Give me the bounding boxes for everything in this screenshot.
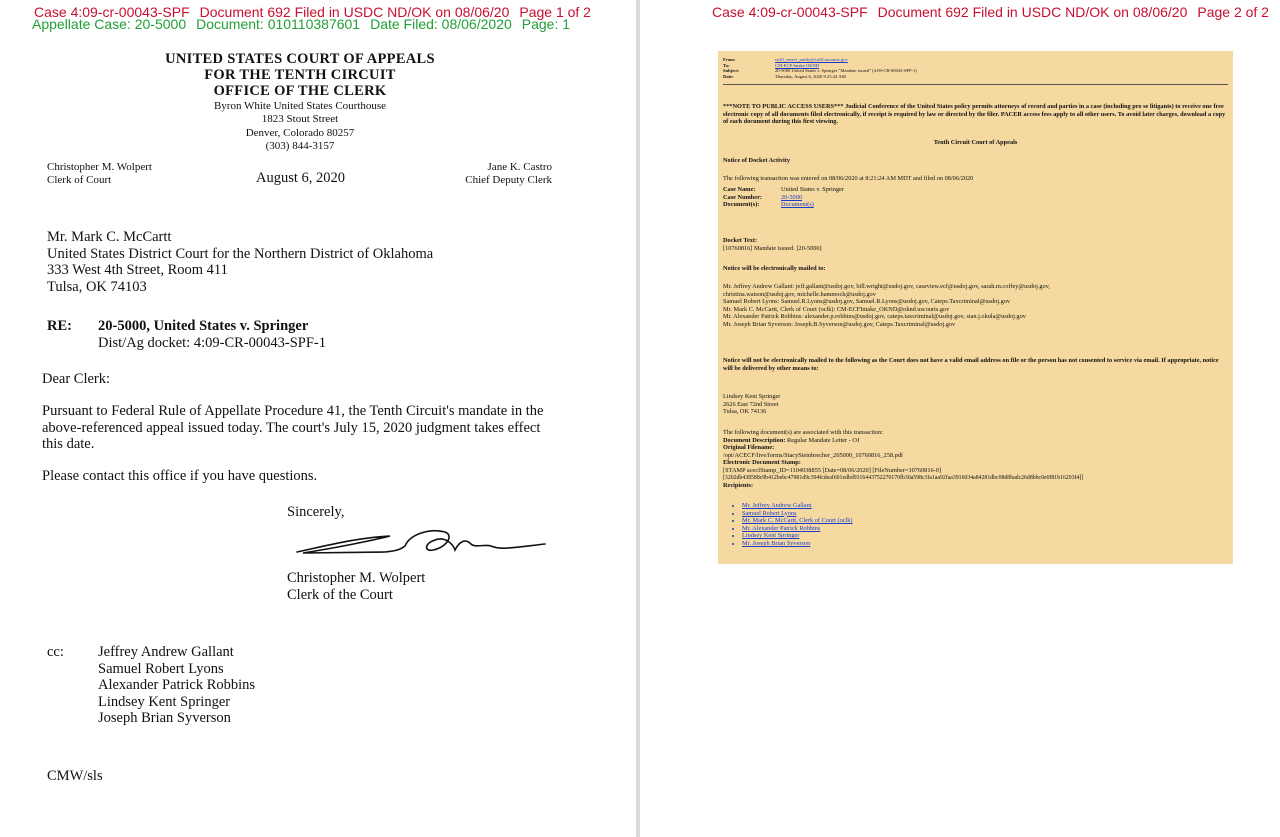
mailed-line: christina.watson@usdoj.gov, michelle.hammock@usdoj.gov bbox=[723, 290, 876, 298]
signer-title: Clerk of the Court bbox=[287, 586, 393, 603]
signer-block bbox=[287, 570, 425, 603]
to-address-link[interactable]: CM-ECF Intake OKND bbox=[775, 62, 820, 68]
mailed-line: Mr. Jeffrey Andrew Gallant: jeff.gallant@usdoj.gov, bill.wright@usdoj.gov, caseview.ecf@usdoj.gov, sarah.m.coffey@usdoj.gov, bbox=[723, 283, 1051, 290]
email-from: From: ca10_cmecf_notify@ca10.uscourts.gov bbox=[723, 57, 848, 62]
mailed-line: Samuel Robert Lyons: Samuel.R.Lyons@usdoj.gov, Samuel.R.Lyons@usdoj.gov, Cateps.Taxcriminal@usdoj.gov bbox=[723, 298, 1011, 306]
mailed-line: Mr. Alexander Patrick Robbins: alexander.p.robbins@usdoj.gov, cateps.taxcriminal@usdoj.gov, stan.j.okula@usdoj.gov bbox=[723, 313, 1026, 321]
cc-item: Alexander Patrick Robbins bbox=[98, 677, 256, 693]
address-line: Lindsey Kent Springer bbox=[723, 393, 781, 400]
recipient-link[interactable]: • Mr. Joseph Brian Syverson bbox=[742, 540, 853, 548]
mailed-line: Mr. Mark C. McCartt, Clerk of Court (oclk): CM-ECFIntake_OKND@oknd.uscourts.gov bbox=[723, 305, 950, 313]
stamp-page: Page 2 of 2 bbox=[1197, 4, 1269, 20]
re-case: 20-5000, United States v. Springer bbox=[98, 318, 309, 334]
recipients-list bbox=[730, 502, 853, 548]
address-line: 1823 Stout Street bbox=[261, 113, 339, 126]
closing: Sincerely, bbox=[287, 504, 345, 520]
case-name: United States v. Springer bbox=[781, 186, 844, 193]
address-line: 2626 East 72nd Street bbox=[723, 400, 779, 408]
stamp-appellate-document: Document: 010110387601 bbox=[196, 16, 361, 32]
typist-initials: CMW/sls bbox=[47, 768, 103, 784]
cc-item: Samuel Robert Lyons bbox=[98, 660, 224, 677]
email-date: Date: Thursday, August 6, 2020 9:25:24 AM bbox=[723, 73, 846, 79]
deputy-name: Jane K. Castro bbox=[487, 161, 552, 173]
case-number-link[interactable]: 20-5000 bbox=[781, 193, 802, 201]
email-court: Tenth Circuit Court of Appeals bbox=[933, 139, 1018, 146]
subject-text: 20-5000 United States v. Springer "Mandate issued" (4:09-CR-00043-SPF-1) bbox=[775, 68, 918, 73]
cc-item: Joseph Brian Syverson bbox=[98, 710, 231, 726]
letter-date: August 6, 2020 bbox=[256, 170, 346, 186]
clerk-block bbox=[47, 161, 152, 187]
recipient-link[interactable]: • Mr. Mark C. McCartt, Clerk of Court (oclk) bbox=[742, 517, 853, 525]
public-access-note: ***NOTE TO PUBLIC ACCESS USERS*** Judicial Conference of the United States policy permits attorneys of record and parties in a case (including pro se litigants) to receive one free electronic copy of all documents filed electronically, if receipt is required by law or directed by the filer. PACER access fees apply to all other users. To avoid later charges, download a copy of each document during this first viewing. bbox=[723, 103, 1226, 126]
body-paragraph: Pursuant to Federal Rule of Appellate Procedure 41, the Tenth Circuit's mandate in the above-referenced appeal issued today. The court's July 15, 2020 judgment takes effect this date. bbox=[42, 403, 544, 452]
email-subject: Subject: 20-5000 United States v. Springer "Mandate issued" (4:09-CR-00043-SPF-1) bbox=[723, 68, 918, 73]
recipient-line: United States District Court for the Northern District of Oklahoma bbox=[47, 245, 434, 262]
orig-filename: /opt/ACECF/live/forms/StacySteinbrecher_205000_10760816_258.pdf bbox=[723, 451, 903, 459]
document-page-1 bbox=[0, 0, 636, 837]
signer-name: Christopher M. Wolpert bbox=[287, 570, 426, 586]
stamp-date-filed: Date Filed: 08/06/2020 bbox=[370, 16, 512, 32]
recipient-line: Tulsa, OK 74103 bbox=[47, 278, 147, 295]
district-filing-stamp bbox=[712, 5, 1279, 20]
recipient-link[interactable]: • Samuel Robert Lyons bbox=[742, 510, 853, 518]
stamp-case: Case 4:09-cr-00043-SPF bbox=[34, 4, 190, 20]
address-line: Tulsa, OK 74136 bbox=[723, 408, 767, 416]
assoc-line: The following document(s) are associated with this transaction: bbox=[723, 429, 884, 436]
stamp-document: Document 692 Filed in USDC ND/OK on 08/06/20 bbox=[877, 4, 1188, 20]
notice-heading: Notice of Docket Activity bbox=[723, 157, 790, 164]
stamp-document: Document 692 Filed in USDC ND/OK on 08/06/20 bbox=[199, 4, 510, 20]
recipient-link[interactable]: • Lindsey Kent Springer bbox=[742, 532, 853, 540]
stamp-case: Case 4:09-cr-00043-SPF bbox=[712, 4, 868, 20]
email-to: To: CM-ECF Intake OKND bbox=[723, 62, 820, 68]
stamp-page: Page 1 of 2 bbox=[519, 4, 591, 20]
email-notice bbox=[718, 51, 1233, 564]
documents-link[interactable]: Document(s) bbox=[781, 201, 814, 209]
recipient-link[interactable]: • Mr. Alexander Patrick Robbins bbox=[742, 525, 853, 533]
address-phone: (303) 844-3157 bbox=[265, 139, 335, 152]
document-details: The following document(s) are associated with this transaction: Document Description: Regular Mandate Letter - OJ Original Filename: /opt/ACECF/live/forms/StacySteinbrecher_205000_10760816_258.pdf Electronic Document Stamp: [STAMP acecfStamp_ID=1104938855 [Date=08/06/2020] [FileNumber=10760816-0] [3202db438588c9b412bebc47981d9c394fcdeaf601edbd9316443752270170fb30a598c3fa1aa92faa3916034a84281dbc08d8badc26d8bbc0e0f81b16293f4]] Recipients: bbox=[723, 429, 1228, 490]
recipient-line: 333 West 4th Street, Room 411 bbox=[47, 262, 228, 278]
re-label: RE: bbox=[47, 318, 72, 334]
cc-list bbox=[98, 644, 255, 727]
transaction-line: The following transaction was entered on 08/06/2020 at 8:21:24 AM MDT and filed on 08/06/2020 bbox=[723, 175, 974, 182]
not-mailed-notice: Notice will not be electronically mailed to the following as the Court does not have a valid email address on file or the person has not consented to service via email. If appropriate, notice will be delivered by other means to: bbox=[723, 357, 1219, 372]
cc-item: Jeffrey Andrew Gallant bbox=[98, 644, 234, 660]
re-docket: Dist/Ag docket: 4:09-CR-00043-SPF-1 bbox=[98, 334, 326, 351]
header-divider bbox=[723, 84, 1228, 85]
mailed-line: Mr. Joseph Brian Syverson: Joseph.B.Syverson@usdoj.gov, Cateps.Taxcriminal@usdoj.gov bbox=[723, 320, 956, 328]
address-line: Byron White United States Courthouse bbox=[213, 100, 387, 112]
re-block bbox=[98, 318, 326, 351]
clerk-name: Christopher M. Wolpert bbox=[47, 161, 152, 173]
doc-description: Regular Mandate Letter - OJ bbox=[787, 436, 860, 444]
date-text: Thursday, August 6, 2020 9:25:24 AM bbox=[775, 73, 846, 79]
court-circuit: FOR THE TENTH CIRCUIT bbox=[204, 67, 396, 83]
stamp-appellate-case: Appellate Case: 20-5000 bbox=[32, 16, 187, 32]
salutation: Dear Clerk: bbox=[42, 371, 111, 387]
mailed-heading: Notice will be electronically mailed to: bbox=[723, 265, 826, 272]
deputy-title: Chief Deputy Clerk bbox=[465, 174, 552, 186]
appellate-filing-stamp bbox=[32, 17, 580, 32]
address-line: Denver, Colorado 80257 bbox=[245, 126, 355, 139]
doc-stamp: [STAMP acecfStamp_ID=1104938855 [Date=08/06/2020] [FileNumber=10760816-0] bbox=[723, 466, 941, 474]
signature-image bbox=[295, 522, 550, 562]
court-office: OFFICE OF THE CLERK bbox=[213, 83, 387, 99]
doc-stamp-hash: [3202db438588c9b412bebc47981d9c394fcdeaf601edbd9316443752270170fb30a598c3fa1aa92faa3916034a84281dbc08d8badc26d8bbc0e0f81b16293f4]] bbox=[723, 474, 1084, 481]
cc-item: Lindsey Kent Springer bbox=[98, 693, 231, 710]
docket-text: Docket Text: [10760816] Mandate issued. [20-5000] bbox=[723, 237, 1228, 252]
deputy-block bbox=[465, 161, 552, 187]
clerk-title: Clerk of Court bbox=[47, 174, 112, 186]
springer-address bbox=[723, 393, 1228, 416]
recipient-address bbox=[47, 229, 433, 295]
stamp-appellate-page: Page: 1 bbox=[521, 16, 571, 32]
court-heading bbox=[0, 51, 600, 99]
court-address bbox=[0, 100, 600, 153]
body-paragraph: Please contact this office if you have questions. bbox=[42, 468, 318, 484]
mailed-list bbox=[723, 283, 1228, 329]
cc-label: cc: bbox=[47, 644, 64, 660]
from-address-link[interactable]: ca10_cmecf_notify@ca10.uscourts.gov bbox=[775, 57, 848, 62]
court-name: UNITED STATES COURT OF APPEALS bbox=[165, 51, 435, 67]
docket-entry: [10760816] Mandate issued. [20-5000] bbox=[723, 244, 822, 252]
case-info: Case Name: United States v. Springer Case Number: 20-5000 Document(s): Document(s) bbox=[723, 186, 844, 209]
recipient-line: Mr. Mark C. McCartt bbox=[47, 229, 172, 245]
recipient-link[interactable]: • Mr. Jeffrey Andrew Gallant bbox=[742, 502, 853, 510]
